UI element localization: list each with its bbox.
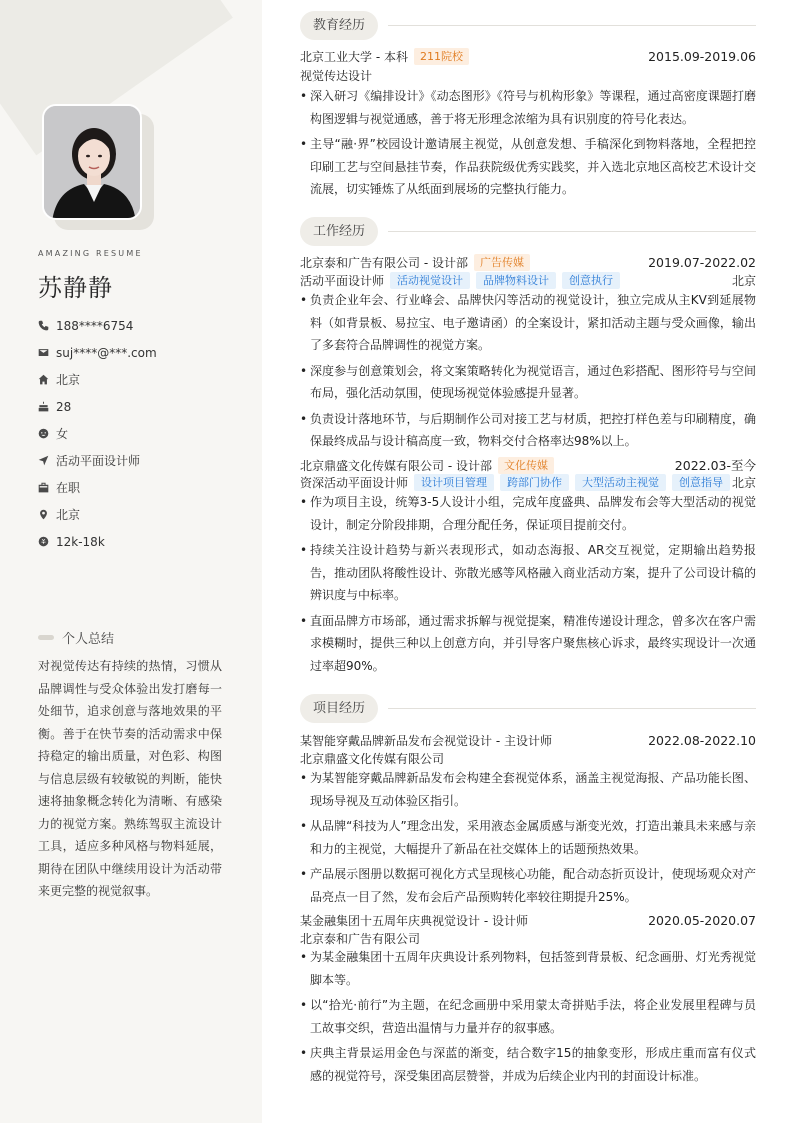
candidate-name: 苏静静 (38, 274, 113, 302)
project-1-header-row (300, 732, 756, 749)
project-2-header-row (300, 912, 756, 929)
job-1-role: 活动平面设计师 (300, 274, 385, 288)
summary-text: 对视觉传达有持续的热情，习惯从品牌调性与受众体验出发打磨每一处细节，追求创意与落地效果的平衡。善于在快节奏的活动需求中保持稳定的输出质量，对色彩、构图与信息层级有较敏锐的判断，能快速将抽象概念转化为清晰、有感染力的视觉方案。熟练驾驭主流设计工具，适应多种风格与物料延展，期待在团队中继续用设计为活动带来更完整的视觉叙事。 (38, 659, 222, 898)
work-section-header (300, 217, 756, 246)
avatar-photo (42, 104, 142, 220)
job-1-skill-tag: 活动视觉设计 (390, 272, 470, 289)
project-2-company: 北京泰和广告有限公司 (300, 932, 421, 946)
projects-section-title: 项目经历 (300, 694, 378, 723)
location-pin-icon (38, 509, 49, 520)
target-city-text: 北京 (56, 508, 81, 522)
section-divider (388, 231, 756, 232)
job-2-city: 北京 (731, 476, 756, 490)
project-2-date: 2020.05-2020.07 (648, 913, 756, 928)
project-1-company: 北京鼎盛文化传媒有限公司 (300, 752, 445, 766)
avatar-frame (42, 104, 142, 220)
info-age (38, 393, 157, 420)
list-item: • 从品牌“科技为人”理念出发，采用液态金属质感与渐变光效，打造出兼具未来感与亲和力的主视觉，大幅提升了新品在社交媒体上的话题预热效果。 (300, 815, 756, 860)
education-date: 2015.09-2019.06 (648, 49, 756, 64)
phone-icon (38, 320, 49, 331)
projects-section-header (300, 694, 756, 723)
status-icon (38, 482, 49, 493)
project-1-date: 2022.08-2022.10 (648, 733, 756, 748)
gender-text: 女 (56, 427, 69, 441)
list-item: • 庆典主背景运用金色与深蓝的渐变，结合数字15的抽象变形，形成庄重而富有仪式感的视觉符号，深受集团高层赞誉，并成为后续企业内刊的封面设计标准。 (300, 1042, 756, 1087)
job-2-header-row (300, 456, 756, 474)
project-2-company-row (300, 930, 756, 947)
target-position-text: 活动平面设计师 (56, 454, 141, 468)
school-tag: 211院校 (414, 48, 469, 65)
list-item: • 负责企业年会、行业峰会、品牌快闪等活动的视觉设计，独立完成从主KV到延展物料（如背景板、易拉宝、电子邀请函）的全案设计，紧扣活动主题与受众画像，输出了多套符合品牌调性的视觉方案。 (300, 289, 756, 357)
summary-header (38, 628, 114, 647)
project-1-company-row (300, 750, 756, 767)
education-major-row (300, 67, 756, 84)
job-1-bullets (300, 289, 756, 456)
section-divider (388, 708, 756, 709)
education-section-header (300, 11, 756, 40)
info-target-city (38, 501, 157, 528)
list-item: • 为某智能穿戴品牌新品发布会构建全套视觉体系，涵盖主视觉海报、产品功能长图、现场导视及互动体验区指引。 (300, 767, 756, 812)
summary-title: 个人总结 (62, 632, 115, 647)
info-phone (38, 312, 157, 339)
info-salary (38, 528, 157, 555)
project-2-name: 某金融集团十五周年庆典视觉设计 - 设计师 (300, 914, 528, 928)
salary-icon (38, 536, 49, 547)
job-2-skill-tag: 设计项目管理 (414, 474, 494, 491)
project-1-bullets (300, 767, 756, 911)
job-1-role-row (300, 272, 756, 289)
info-gender (38, 420, 157, 447)
job-1-city: 北京 (731, 274, 756, 288)
job-1-skill-tag: 品牌物料设计 (476, 272, 556, 289)
job-2-company: 北京鼎盛文化传媒有限公司 - 设计部 (300, 458, 492, 473)
job-2-role-row (300, 474, 756, 491)
list-item: • 持续关注设计趋势与新兴表现形式，如动态海报、AR交互视觉，定期输出趋势报告，推动团队将酸性设计、弥散光感等风格融入商业活动方案，提升了公司设计稿的辨识度与中标率。 (300, 539, 756, 607)
summary-accent-bar (38, 635, 54, 640)
home-icon (38, 374, 49, 385)
job-status-text: 在职 (56, 481, 81, 495)
list-item: • 作为项目主设，统筹3-5人设计小组，完成年度盛典、品牌发布会等大型活动的视觉设计，制定分阶段排期，合理分配任务，保证项目提前交付。 (300, 491, 756, 536)
education-bullets (300, 85, 756, 204)
contact-info-list (38, 312, 157, 555)
work-section-title: 工作经历 (300, 217, 378, 246)
job-1-skill-tag: 创意执行 (562, 272, 620, 289)
education-section-title: 教育经历 (300, 11, 378, 40)
residence-text: 北京 (56, 373, 81, 387)
list-item: • 产品展示图册以数据可视化方式呈现核心功能，配合动态折页设计，使现场观众对产品亮点一目了然，发布会后产品预购转化率较往期提升25%。 (300, 863, 756, 908)
school-name: 北京工业大学 - 本科 (300, 50, 408, 64)
sidebar (0, 0, 262, 1123)
section-divider (388, 25, 756, 26)
job-1-header-row (300, 254, 756, 271)
job-2-skill-tag: 大型活动主视觉 (575, 474, 666, 491)
list-item: • 负责设计落地环节，与后期制作公司对接工艺与材质，把控打样色差与印刷精度，确保最终成品与设计稿高度一致，物料交付合格率达98%以上。 (300, 408, 756, 453)
job-2-skill-tag: 跨部门协作 (500, 474, 569, 491)
major-name: 视觉传达设计 (300, 69, 373, 83)
email-text: suj****@***.com (56, 345, 157, 360)
list-item: • 深度参与创意策划会，将文案策略转化为视觉语言，通过色彩搭配、图形符号与空间布局，强化活动氛围，使现场视觉体验感提升显著。 (300, 360, 756, 405)
list-item: • 深入研习《编排设计》《动态图形》《符号与机构形象》等课程，通过高密度课题打磨构图逻辑与视觉通感，善于将无形理念浓缩为具有识别度的符号化表达。 (300, 85, 756, 130)
job-2-skill-tag: 创意指导 (672, 474, 730, 491)
email-icon (38, 347, 49, 358)
list-item: • 主导“融·界”校园设计邀请展主视觉，从创意发想、手稿深化到物料落地，全程把控印刷工艺与空间悬挂节奏，作品获院级优秀实践奖，并入选北京地区高校艺术设计交流展，切实锤炼了从纸面到展场的完整执行能力。 (300, 133, 756, 201)
job-1-industry-tag: 广告传媒 (474, 254, 530, 271)
info-target-position (38, 447, 157, 474)
phone-text: 188****6754 (56, 318, 134, 333)
resume-subtitle: AMAZING RESUME (38, 249, 143, 258)
info-email (38, 339, 157, 366)
list-item: • 以“拾光·前行”为主题，在纪念画册中采用蒙太奇拼贴手法，将企业发展里程碑与员工故事交织，营造出温情与力量并存的叙事感。 (300, 994, 756, 1039)
send-icon (38, 455, 49, 466)
job-2-bullets (300, 491, 756, 680)
job-1-company: 北京泰和广告有限公司 - 设计部 (300, 256, 468, 270)
job-2-industry-tag: 文化传媒 (498, 457, 554, 474)
list-item: • 直面品牌方市场部，通过需求拆解与视觉提案，精准传递设计理念，曾多次在客户需求模糊时，提供三种以上创意方向，并引导客户聚焦核心诉求，最终实现设计一次通过率超90%。 (300, 610, 756, 678)
project-2-bullets (300, 946, 756, 1090)
project-1-name: 某智能穿戴品牌新品发布会视觉设计 - 主设计师 (300, 734, 552, 748)
job-2-date: 2022.03-至今 (674, 458, 756, 473)
age-text: 28 (56, 399, 72, 414)
gender-icon (38, 428, 49, 439)
job-1-date: 2019.07-2022.02 (648, 255, 756, 270)
list-item: • 为某金融集团十五周年庆典设计系列物料，包括签到背景板、纪念画册、灯光秀视觉脚本等。 (300, 946, 756, 991)
job-2-role: 资深活动平面设计师 (300, 476, 409, 490)
info-job-status (38, 474, 157, 501)
info-residence (38, 366, 157, 393)
salary-text: 12k-18k (56, 534, 105, 549)
education-header-row (300, 48, 756, 65)
cake-icon (38, 401, 49, 412)
